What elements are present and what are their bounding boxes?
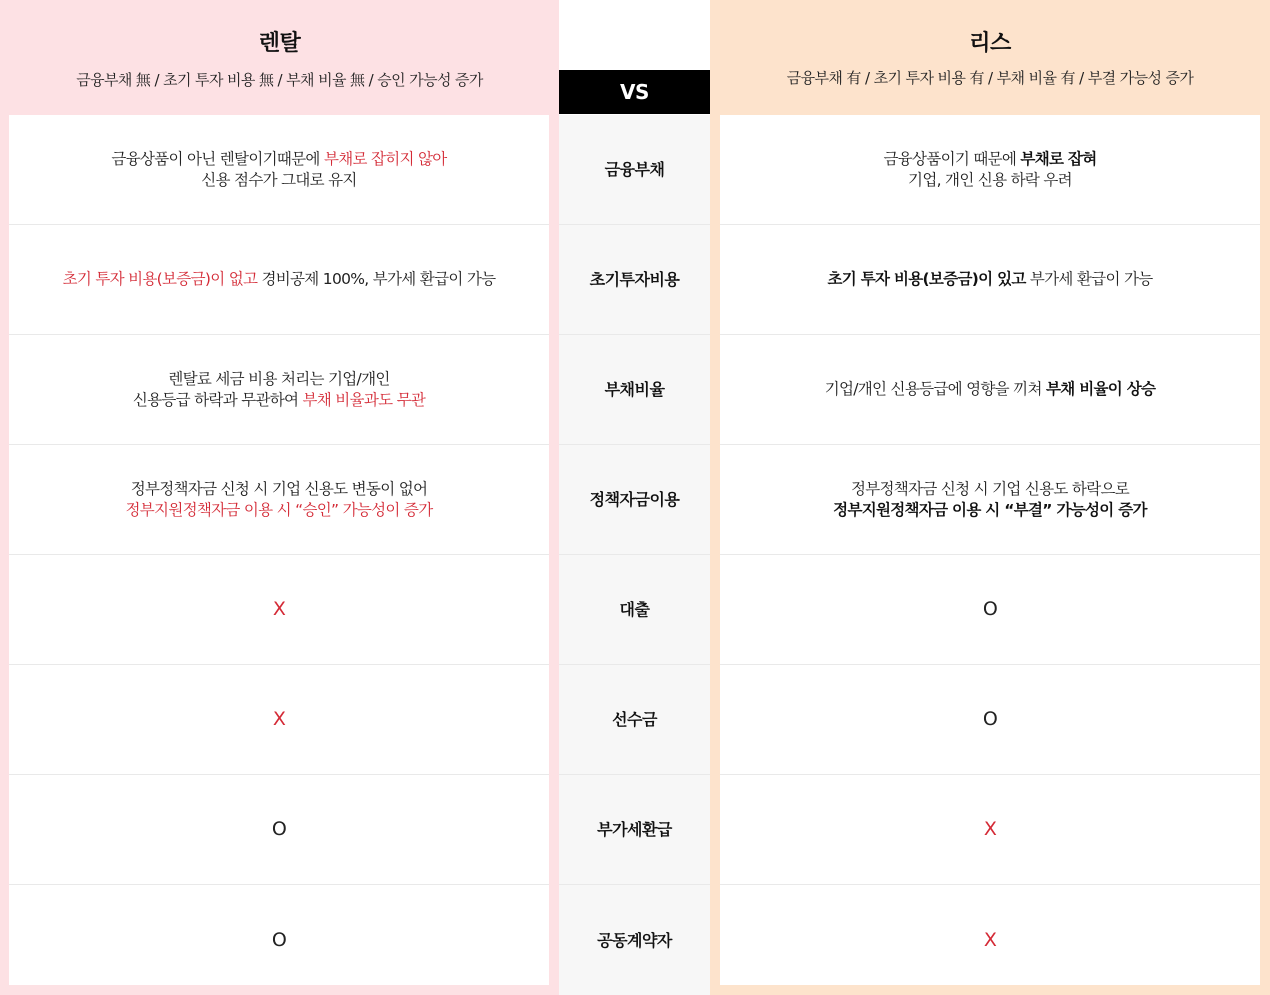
rental-cocontractor-mark: O [271,928,287,951]
lease-panel [720,115,1260,985]
lease-debt-highlight: 부채로 잡혀 [1020,149,1097,168]
rental-subtitle: 금융부채 無 / 초기 투자 비용 無 / 부채 비율 無 / 승인 가능성 증가 [76,71,483,89]
rental-cell-debt [9,115,549,225]
lease-cell-initial-cost [720,225,1260,335]
lease-policy-highlight: 정부지원정책자금 이용 시 “부결” 가능성이 증가 [833,500,1147,519]
lease-loan-mark: O [982,598,998,620]
rental-cell-co-contractor [9,885,549,995]
category-label: 선수금 [559,665,710,775]
rental-cell-debt-ratio [9,335,549,445]
lease-initial-highlight: 초기 투자 비용(보증금)이 있고 [827,270,1026,288]
rental-cell-initial-cost [9,225,549,335]
rental-loan-mark: X [272,598,286,620]
lease-cell-debt [720,115,1260,225]
lease-cell-co-contractor [720,885,1260,995]
rental-cell-policy-fund [9,445,549,555]
category-label: 초기투자비용 [559,225,710,335]
rental-ratio-text: 신용등급 하락과 무관하여 [132,390,303,409]
category-label: 금융부채 [559,115,710,225]
rental-panel [9,115,549,985]
lease-debt-text: 금융상품이기 때문에 [883,149,1021,168]
lease-cell-policy-fund [720,445,1260,555]
rental-policy-highlight: 정부지원정책자금 이용 시 “승인” 가능성이 증가 [125,500,433,519]
lease-ratio-highlight: 부채 비율이 상승 [1045,380,1156,398]
category-label: 부채비율 [559,335,710,445]
rental-cell-vat-refund [9,775,549,885]
rental-initial-text: 경비공제 100%, 부가세 환급이 가능 [257,270,496,288]
rental-policy-line1: 정부정책자금 신청 시 기업 신용도 변동이 없어 [130,479,428,498]
lease-cell-debt-ratio [720,335,1260,445]
category-panel [559,115,710,995]
rental-debt-highlight: 부채로 잡히지 않아 [323,149,447,168]
lease-debt-line2: 기업, 개인 신용 하락 우려 [908,170,1072,189]
lease-prepayment-mark: O [982,708,998,730]
lease-ratio-text: 기업/개인 신용등급에 영향을 끼쳐 [824,380,1046,398]
rental-vat-mark: O [271,818,287,840]
vs-badge: VS [559,70,710,114]
lease-initial-text: 부가세 환급이 가능 [1025,270,1153,288]
rental-debt-line2: 신용 점수가 그대로 유지 [201,170,357,189]
rental-initial-highlight: 초기 투자 비용(보증금)이 없고 [62,270,258,288]
lease-cell-vat-refund [720,775,1260,885]
category-label: 정책자금이용 [559,445,710,555]
rental-cell-prepayment [9,665,549,775]
lease-subtitle: 금융부채 有 / 초기 투자 비용 有 / 부채 비율 有 / 부결 가능성 증가 [786,69,1194,87]
rental-header [0,0,559,115]
lease-header [710,0,1270,115]
lease-cell-loan [720,555,1260,665]
rental-prepayment-mark: X [272,708,286,730]
lease-title: 리스 [969,31,1011,56]
category-label: 공동계약자 [597,930,672,950]
rental-ratio-line1: 렌탈료 세금 비용 처리는 기업/개인 [168,369,390,388]
lease-cell-prepayment [720,665,1260,775]
rental-debt-text: 금융상품이 아닌 렌탈이기때문에 [111,149,324,168]
rental-cell-loan [9,555,549,665]
lease-cocontractor-mark: X [983,928,997,951]
lease-vat-mark: X [983,818,997,840]
category-label: 대출 [559,555,710,665]
rental-ratio-highlight: 부채 비율과도 무관 [302,390,426,409]
lease-policy-line1: 정부정책자금 신청 시 기업 신용도 하락으로 [850,479,1130,498]
category-label: 부가세환급 [559,775,710,885]
rental-title: 렌탈 [258,31,301,56]
